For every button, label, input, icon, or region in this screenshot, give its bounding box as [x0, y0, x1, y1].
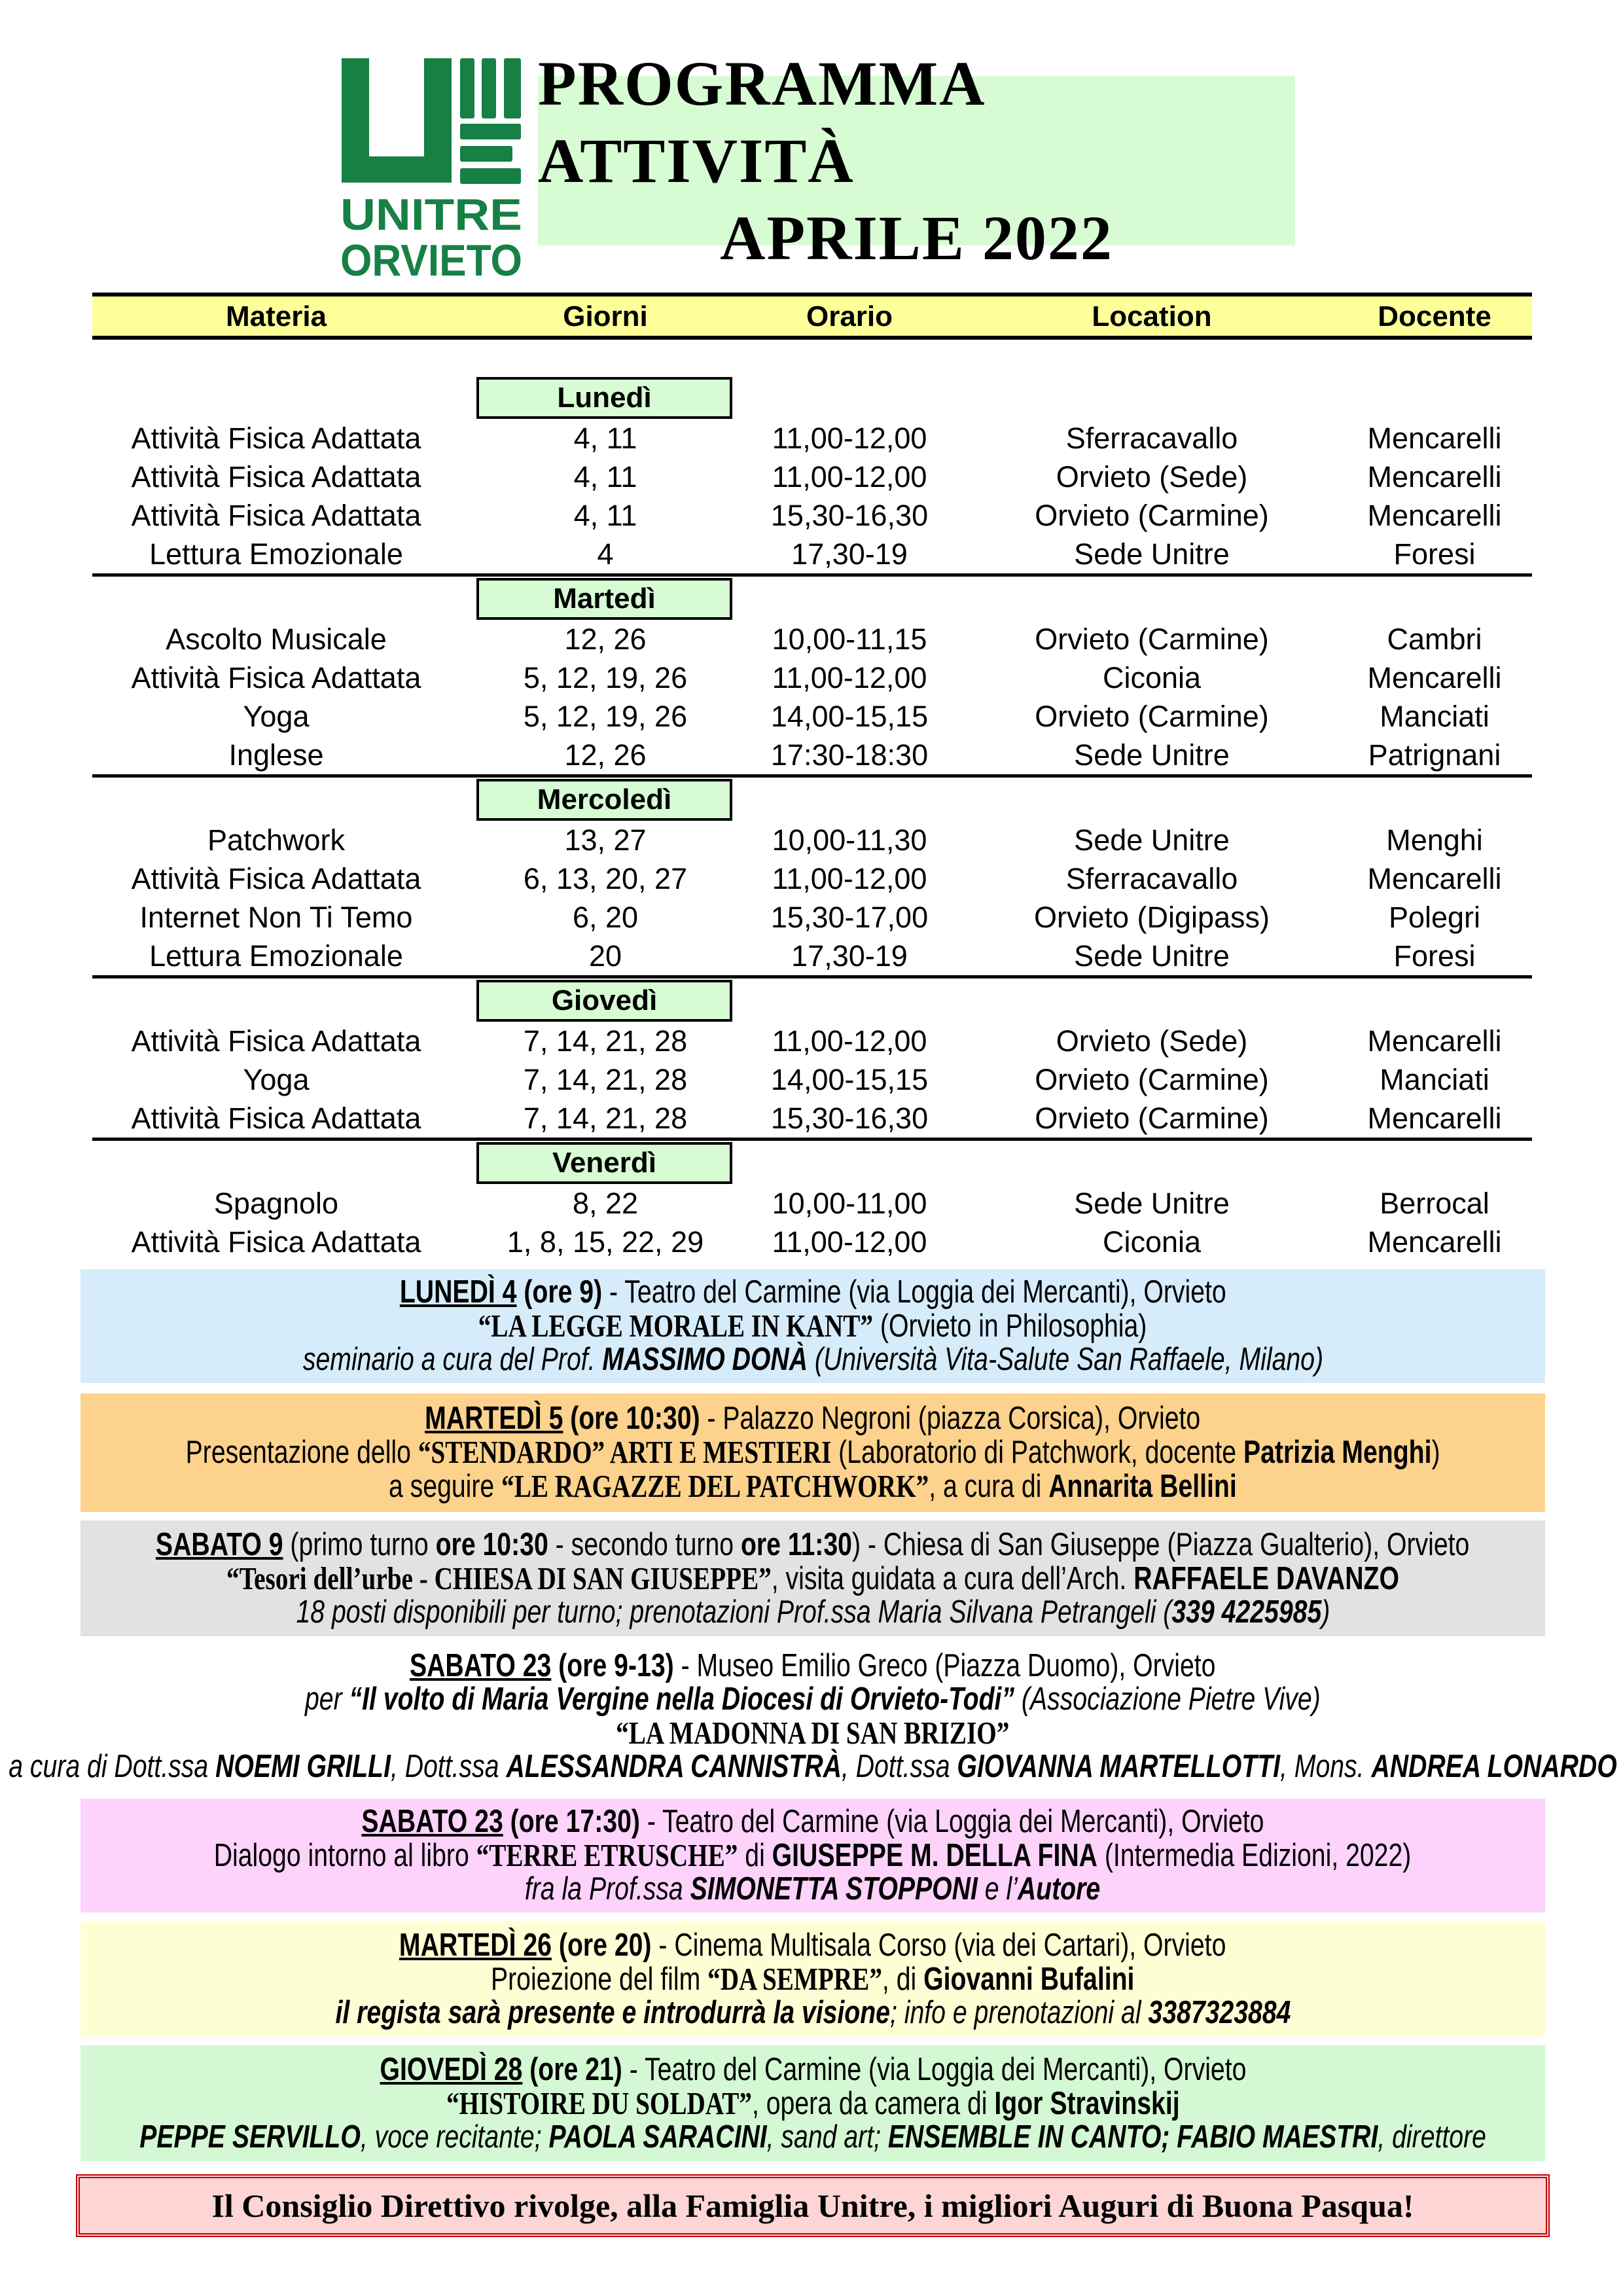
unitre-orvieto-logo — [339, 58, 526, 281]
day-section — [92, 980, 1532, 1141]
event-box — [80, 1269, 1545, 1383]
event-text: - secondo turno — [548, 1526, 741, 1562]
event-line — [478, 1309, 1147, 1343]
day-label: Venerdì — [476, 1142, 732, 1184]
cell-giorni: 4, 11 — [573, 460, 637, 493]
event-text: (ore 21) — [522, 2051, 622, 2087]
event-line — [491, 1962, 1135, 1996]
event-text: , di — [882, 1961, 924, 1997]
cell-orario: 11,00-12,00 — [772, 661, 927, 694]
cell-orario: 17,30-19 — [791, 537, 908, 571]
day-label: Lunedì — [476, 377, 732, 419]
event-line — [361, 1805, 1264, 1839]
table-row — [92, 419, 1532, 457]
event-text: il regista sarà presente e introdurrà la visione — [335, 1994, 890, 2030]
cell-docente: Mencarelli — [1367, 422, 1502, 455]
cell-location: Orvieto (Sede) — [1056, 460, 1248, 493]
event-line — [616, 1716, 1009, 1750]
table-row — [92, 1223, 1532, 1261]
event-text: MARTEDÌ 26 — [399, 1927, 552, 1963]
day-section — [92, 377, 1532, 577]
event-text: (Associazione Pietre Vive) — [1014, 1681, 1321, 1717]
event-text: (ore 20) — [552, 1927, 652, 1963]
event-text: (Intermedia Edizioni, 2022) — [1097, 1838, 1412, 1873]
event-text: Dialogo intorno al libro — [214, 1838, 477, 1873]
event-text: (Orvieto in Philosophia) — [873, 1308, 1147, 1344]
day-section — [92, 1142, 1532, 1261]
cell-location: Sede Unitre — [1074, 823, 1230, 857]
event-text: NOEMI GRILLI — [215, 1749, 391, 1784]
cell-docente: Mencarelli — [1367, 1024, 1502, 1058]
event-text: , a cura di — [929, 1469, 1049, 1504]
event-text: 18 posti disponibili per turno; prenotazioni Prof.ssa Maria Silvana Petrangeli ( — [296, 1594, 1171, 1630]
cell-location: Orvieto (Carmine) — [1035, 499, 1269, 532]
event-line — [335, 1996, 1291, 2030]
event-text: a seguire — [389, 1469, 502, 1504]
event-text: di — [738, 1838, 773, 1873]
event-text: (ore 9-13) — [551, 1648, 674, 1683]
event-text: e l’ — [978, 1871, 1018, 1907]
table-row — [92, 620, 1532, 658]
cell-materia: Inglese — [228, 738, 324, 772]
greeting-text: Il Consiglio Direttivo rivolge, alla Famiglia Unitre, i migliori Auguri di Buona Pasqua! — [211, 2187, 1414, 2224]
easter-greeting-banner — [76, 2174, 1550, 2237]
event-text: ) — [1321, 1594, 1330, 1630]
cell-orario: 17,30-19 — [791, 939, 908, 973]
cell-materia: Yoga — [243, 1063, 310, 1096]
column-header-giorni: Giorni — [563, 300, 648, 332]
table-row — [92, 1184, 1532, 1223]
event-line — [380, 2053, 1246, 2087]
day-label: Giovedì — [476, 980, 732, 1022]
event-text: seminario a cura del Prof. — [302, 1342, 602, 1377]
event-box — [80, 1393, 1545, 1512]
cell-location: Sferracavallo — [1065, 862, 1238, 895]
event-text: ANDREA LONARDO — [1371, 1749, 1617, 1784]
cell-giorni: 12, 26 — [564, 738, 647, 772]
event-text: (ore 9) — [516, 1274, 602, 1310]
event-line — [139, 2121, 1486, 2154]
day-label: Martedì — [476, 578, 732, 620]
event-line — [425, 1402, 1200, 1435]
table-row — [92, 821, 1532, 859]
cell-giorni: 4 — [597, 537, 614, 571]
cell-docente: Foresi — [1393, 537, 1476, 571]
title-line-2: APRILE 2022 — [720, 202, 1113, 273]
event-text: MARTEDÌ 5 — [425, 1401, 563, 1436]
cell-docente: Mencarelli — [1367, 1102, 1502, 1135]
day-section — [92, 779, 1532, 978]
event-text: “LE RAGAZZE DEL PATCHWORK” — [501, 1468, 929, 1504]
cell-materia: Attività Fisica Adattata — [131, 862, 421, 895]
cell-docente: Mencarelli — [1367, 1225, 1502, 1259]
cell-giorni: 4, 11 — [573, 422, 637, 455]
event-text: PAOLA SARACINI — [548, 2119, 767, 2155]
event-text: “HISTOIRE DU SOLDAT” — [446, 2085, 752, 2121]
event-text: GIOVANNA MARTELLOTTI — [957, 1749, 1281, 1784]
event-text: ) - Chiesa di San Giuseppe (Piazza Gualterio), Orvieto — [852, 1526, 1470, 1562]
cell-docente: Berrocal — [1380, 1187, 1489, 1220]
table-row — [92, 898, 1532, 937]
event-text: Proiezione del film — [491, 1961, 708, 1997]
cell-location: Ciconia — [1102, 1225, 1202, 1259]
cell-docente: Menghi — [1386, 823, 1483, 857]
event-line — [186, 1435, 1440, 1469]
event-text: , opera da camera di — [751, 2085, 995, 2121]
cell-orario: 15,30-16,30 — [770, 499, 929, 532]
cell-materia: Lettura Emozionale — [149, 537, 403, 571]
event-text: - Teatro del Carmine (via Loggia dei Mercanti), Orvieto — [622, 2051, 1246, 2087]
svg-text:ORVIETO: ORVIETO — [340, 236, 522, 281]
cell-orario: 15,30-17,00 — [770, 901, 929, 934]
event-line — [214, 1839, 1412, 1873]
cell-giorni: 6, 13, 20, 27 — [523, 862, 688, 895]
event-text: Patrizia Menghi — [1243, 1435, 1432, 1470]
cell-docente: Mencarelli — [1367, 661, 1502, 694]
cell-materia: Yoga — [243, 700, 310, 733]
event-text: GIOVEDÌ 28 — [380, 2051, 522, 2087]
cell-orario: 10,00-11,30 — [772, 823, 927, 857]
column-header-materia: Materia — [225, 300, 327, 332]
event-text: RAFFAELE DAVANZO — [1133, 1560, 1400, 1596]
cell-materia: Internet Non Ti Temo — [139, 901, 413, 934]
cell-materia: Attività Fisica Adattata — [131, 460, 421, 493]
event-text: “DA SEMPRE” — [707, 1960, 883, 1997]
cell-orario: 11,00-12,00 — [772, 1225, 927, 1259]
cell-docente: Mencarelli — [1367, 499, 1502, 532]
event-text: per — [305, 1681, 349, 1717]
event-box — [80, 1921, 1545, 2037]
cell-materia: Ascolto Musicale — [166, 622, 387, 656]
event-text: “LA MADONNA DI SAN BRIZIO” — [616, 1715, 1010, 1751]
event-text: ; info e prenotazioni al — [889, 1994, 1148, 2030]
event-line — [305, 1683, 1321, 1716]
cell-location: Sede Unitre — [1074, 537, 1230, 571]
event-text: Presentazione dello — [185, 1435, 418, 1470]
cell-docente: Mencarelli — [1367, 862, 1502, 895]
cell-location: Orvieto (Digipass) — [1033, 901, 1270, 934]
table-header — [92, 293, 1532, 340]
cell-location: Sede Unitre — [1074, 738, 1230, 772]
event-line — [156, 1528, 1469, 1562]
event-text: ALESSANDRA CANNISTRÀ — [506, 1749, 842, 1784]
cell-giorni: 20 — [588, 939, 622, 973]
event-text: SABATO 23 — [361, 1804, 503, 1839]
column-header-location: Location — [1092, 300, 1212, 332]
table-row — [92, 457, 1532, 496]
cell-giorni: 1, 8, 15, 22, 29 — [507, 1225, 704, 1259]
cell-docente: Patrignani — [1368, 738, 1501, 772]
table-row — [92, 697, 1532, 736]
event-line — [525, 1873, 1100, 1906]
event-text: , Mons. — [1280, 1749, 1372, 1784]
cell-location: Sferracavallo — [1065, 422, 1238, 455]
cell-materia: Attività Fisica Adattata — [131, 661, 421, 694]
cell-location: Orvieto (Sede) — [1056, 1024, 1248, 1058]
cell-giorni: 7, 14, 21, 28 — [523, 1063, 688, 1096]
event-text: (ore 10:30) — [563, 1401, 700, 1436]
schedule-table — [92, 377, 1532, 1263]
svg-text:UNITRE: UNITRE — [340, 190, 522, 240]
event-text: 339 4225985 — [1171, 1594, 1321, 1630]
cell-orario: 17:30-18:30 — [770, 738, 929, 772]
cell-location: Orvieto (Carmine) — [1035, 700, 1269, 733]
cell-orario: 11,00-12,00 — [772, 1024, 927, 1058]
cell-giorni: 8, 22 — [572, 1187, 639, 1220]
cell-giorni: 7, 14, 21, 28 — [523, 1024, 688, 1058]
event-text: “Tesori dell’urbe - CHIESA DI SAN GIUSEPPE” — [226, 1560, 772, 1596]
event-line — [446, 2087, 1180, 2121]
table-row — [92, 736, 1532, 774]
event-text: ENSEMBLE IN CANTO; FABIO MAESTRI — [887, 2119, 1378, 2155]
event-text: 3387323884 — [1147, 1994, 1291, 2030]
cell-materia: Attività Fisica Adattata — [131, 1102, 421, 1135]
event-text: a cura di Dott.ssa — [9, 1749, 216, 1784]
event-line — [9, 1750, 1617, 1784]
event-text: , visita guidata a cura dell’Arch. — [771, 1560, 1134, 1596]
cell-materia: Lettura Emozionale — [149, 939, 403, 973]
cell-orario: 14,00-15,15 — [770, 1063, 929, 1096]
event-text: SIMONETTA STOPPONI — [690, 1871, 978, 1907]
cell-materia: Attività Fisica Adattata — [131, 1225, 421, 1259]
column-header-docente: Docente — [1378, 300, 1491, 332]
event-line — [399, 1929, 1226, 1962]
event-text: , direttore — [1378, 2119, 1486, 2155]
cell-location: Orvieto (Carmine) — [1035, 1102, 1269, 1135]
table-row — [92, 859, 1532, 898]
cell-location: Orvieto (Carmine) — [1035, 622, 1269, 656]
event-text: , voce recitante; — [360, 2119, 549, 2155]
event-box — [9, 1648, 1617, 1784]
cell-docente: Polegri — [1388, 901, 1481, 934]
event-box — [80, 1799, 1545, 1912]
cell-docente: Manciati — [1380, 700, 1489, 733]
event-text: (Laboratorio di Patchwork, docente — [831, 1435, 1243, 1470]
cell-materia: Patchwork — [207, 823, 346, 857]
cell-orario: 11,00-12,00 — [772, 862, 927, 895]
table-row — [92, 1060, 1532, 1099]
cell-materia: Spagnolo — [213, 1187, 339, 1220]
event-text: PEPPE SERVILLO — [139, 2119, 361, 2155]
event-line — [302, 1343, 1323, 1376]
event-text: Autore — [1018, 1871, 1101, 1907]
day-section — [92, 578, 1532, 778]
cell-orario: 10,00-11,15 — [772, 622, 927, 656]
cell-giorni: 12, 26 — [564, 622, 647, 656]
column-header-orario: Orario — [806, 300, 893, 332]
cell-giorni: 5, 12, 19, 26 — [523, 700, 688, 733]
cell-docente: Mencarelli — [1367, 460, 1502, 493]
event-text: Igor Stravinskij — [994, 2085, 1180, 2121]
cell-docente: Cambri — [1387, 622, 1482, 656]
cell-giorni: 5, 12, 19, 26 — [523, 661, 688, 694]
cell-location: Ciconia — [1102, 661, 1202, 694]
cell-location: Sede Unitre — [1074, 939, 1230, 973]
event-text: - Cinema Multisala Corso (via dei Cartari), Orvieto — [651, 1927, 1226, 1963]
cell-orario: 14,00-15,15 — [770, 700, 929, 733]
cell-materia: Attività Fisica Adattata — [131, 1024, 421, 1058]
event-text: Giovanni Bufalini — [923, 1961, 1135, 1997]
event-line — [296, 1596, 1330, 1629]
cell-location: Sede Unitre — [1074, 1187, 1230, 1220]
cell-docente: Manciati — [1380, 1063, 1489, 1096]
event-text: , Dott.ssa — [841, 1749, 957, 1784]
event-text: - Palazzo Negroni (piazza Corsica), Orvieto — [700, 1401, 1201, 1436]
event-text: (primo turno — [283, 1526, 436, 1562]
cell-giorni: 4, 11 — [573, 499, 637, 532]
event-text: ore 10:30 — [435, 1526, 549, 1562]
table-row — [92, 535, 1532, 573]
event-text: (Università Vita-Salute San Raffaele, Milano) — [807, 1342, 1323, 1377]
event-text: ore 11:30 — [741, 1526, 853, 1562]
event-text: SABATO 9 — [156, 1526, 283, 1562]
event-text: - Teatro del Carmine (via Loggia dei Mercanti), Orvieto — [639, 1804, 1264, 1839]
event-text: “TERRE ETRUSCHE” — [476, 1837, 738, 1873]
event-text: “LA LEGGE MORALE IN KANT” — [478, 1308, 874, 1344]
event-text: “Il volto di Maria Vergine nella Diocesi di Orvieto-Todi” — [349, 1681, 1015, 1717]
day-label: Mercoledì — [476, 779, 732, 821]
event-text: ) — [1431, 1435, 1440, 1470]
event-box — [80, 2045, 1545, 2161]
event-text: (ore 17:30) — [503, 1804, 640, 1839]
cell-giorni: 13, 27 — [564, 823, 647, 857]
table-row — [92, 1099, 1532, 1138]
cell-location: Orvieto (Carmine) — [1035, 1063, 1269, 1096]
event-text: - Museo Emilio Greco (Piazza Duomo), Orvieto — [673, 1648, 1216, 1683]
event-text: - Teatro del Carmine (via Loggia dei Mercanti), Orvieto — [601, 1274, 1226, 1310]
event-text: “STENDARDO” ARTI E MESTIERI — [418, 1434, 832, 1470]
table-row — [92, 496, 1532, 535]
table-row — [92, 658, 1532, 697]
cell-docente: Foresi — [1393, 939, 1476, 973]
cell-giorni: 6, 20 — [572, 901, 639, 934]
event-text: GIUSEPPE M. DELLA FINA — [772, 1838, 1098, 1873]
event-line — [410, 1649, 1216, 1683]
event-line — [389, 1469, 1237, 1503]
table-row — [92, 937, 1532, 975]
event-line — [400, 1276, 1226, 1309]
event-line — [226, 1562, 1399, 1596]
event-box — [80, 1520, 1545, 1636]
event-text: LUNEDÌ 4 — [399, 1274, 517, 1310]
event-text: fra la Prof.ssa — [525, 1871, 691, 1907]
event-text: , sand art; — [766, 2119, 888, 2155]
event-text: , Dott.ssa — [391, 1749, 507, 1784]
cell-orario: 11,00-12,00 — [772, 422, 927, 455]
event-text: Annarita Bellini — [1048, 1469, 1237, 1504]
title-line-1: PROGRAMMA ATTIVITÀ — [538, 48, 983, 196]
cell-orario: 10,00-11,00 — [772, 1187, 927, 1220]
event-text: SABATO 23 — [410, 1648, 552, 1683]
cell-orario: 11,00-12,00 — [772, 460, 927, 493]
cell-giorni: 7, 14, 21, 28 — [523, 1102, 688, 1135]
event-text: MASSIMO DONÀ — [601, 1342, 808, 1377]
cell-materia: Attività Fisica Adattata — [131, 499, 421, 532]
cell-orario: 15,30-16,30 — [770, 1102, 929, 1135]
page-title — [538, 48, 1295, 273]
cell-materia: Attività Fisica Adattata — [131, 422, 421, 455]
table-row — [92, 1022, 1532, 1060]
